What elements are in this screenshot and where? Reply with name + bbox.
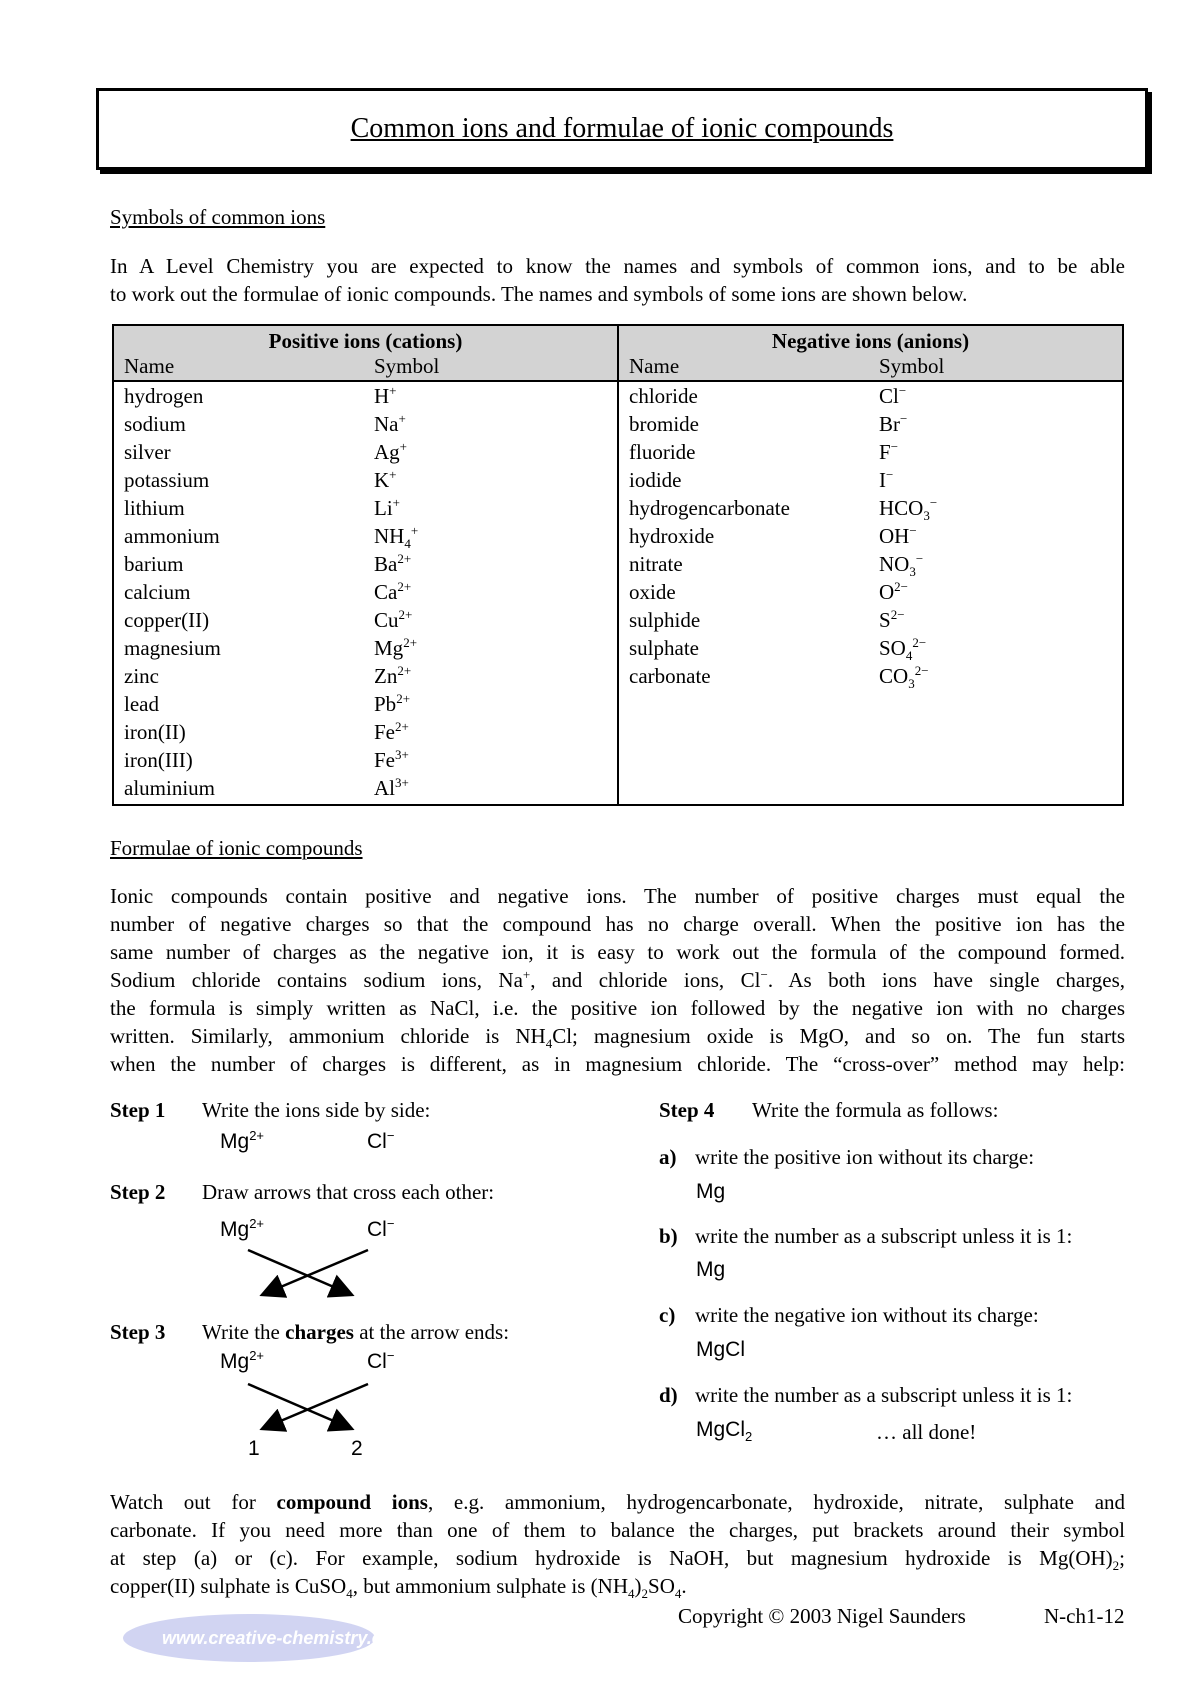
- copyright: Copyright © 2003 Nigel Saunders: [678, 1604, 966, 1628]
- anion-name: oxide: [629, 580, 676, 604]
- symbol-base: O: [879, 580, 895, 604]
- cation-name: lithium: [124, 496, 185, 520]
- anion-symbol: [879, 382, 1122, 410]
- cation-symbol: [374, 522, 617, 550]
- subscript: 4: [545, 1036, 553, 1052]
- charge-sup: 2+: [249, 1348, 265, 1363]
- ion-symbol: Cl: [367, 1218, 387, 1241]
- cations-rows: [114, 382, 617, 804]
- cation-row: [114, 774, 617, 802]
- symbol-base: Cl: [879, 384, 899, 408]
- step-4b-label: b): [659, 1224, 678, 1248]
- step-3-crossed-arrows: [240, 1378, 380, 1434]
- formulae-line-3: same number of charges as the negative ion, it is easy to work out the formula of the compound formed.: [110, 940, 1125, 964]
- symbol-subscript: 3: [908, 676, 915, 692]
- formula: MgCl: [696, 1418, 746, 1441]
- charge-sup: −: [386, 1348, 395, 1363]
- cation-symbol: [374, 634, 617, 662]
- formulae-line-7: when the number of charges is different, as in magnesium chloride. The “cross-over” method may help:: [110, 1052, 1125, 1076]
- cation-name: magnesium: [124, 636, 221, 660]
- step-4c-label: c): [659, 1303, 676, 1327]
- anion-symbol: [879, 494, 1122, 522]
- ions-table: [112, 324, 1124, 806]
- anion-symbol: [879, 606, 1122, 634]
- cation-row: [114, 410, 617, 438]
- formulae-line-6: [110, 1022, 1125, 1050]
- step-2: [110, 1180, 494, 1205]
- step-4c-text: write the negative ion without its charge:: [695, 1303, 1039, 1327]
- step-4d-result: [696, 1418, 753, 1445]
- symbol-base: OH: [879, 524, 910, 548]
- anion-symbol: [879, 466, 1122, 494]
- anion-symbol: [879, 634, 1122, 662]
- symbol-charge: −: [898, 383, 907, 398]
- symbol-base: I: [879, 468, 886, 492]
- cation-row: [114, 494, 617, 522]
- cation-row: [114, 718, 617, 746]
- step-4c-result: MgCl: [696, 1338, 746, 1361]
- anion-row: [619, 634, 1122, 662]
- anion-row: [619, 382, 1122, 410]
- symbol-charge: −: [909, 523, 917, 538]
- cations-caption: Positive ions (cations): [268, 329, 463, 353]
- symbol-charge: +: [392, 495, 401, 510]
- step-4a: [659, 1145, 1034, 1170]
- text-fragment: ): [634, 1574, 642, 1598]
- step-3-mg-ion: [220, 1350, 264, 1374]
- cation-row: [114, 746, 617, 774]
- text-fragment: . As both ions have single charges,: [767, 968, 1125, 992]
- document-code: N-ch1-12: [1044, 1604, 1125, 1628]
- symbol-subscript: 3: [923, 508, 930, 524]
- site-logo: [118, 1606, 427, 1666]
- anion-row: [619, 494, 1122, 522]
- symbol-base: Br: [879, 412, 900, 436]
- symbol-base: NO: [879, 552, 910, 576]
- arrow-cl-to-mg: [264, 1250, 368, 1294]
- title-box: [96, 88, 1148, 170]
- step-4d: [659, 1383, 1072, 1408]
- symbol-base: Na: [374, 412, 399, 436]
- symbol-charge: 2−: [894, 579, 909, 594]
- anion-row: [619, 662, 1122, 690]
- logo-text: www.creative-chemistry.org.uk: [162, 1628, 427, 1648]
- symbol-base: Ag: [374, 440, 400, 464]
- anions-header: [619, 326, 1122, 382]
- logo-swoosh: [118, 1606, 427, 1666]
- step-4d-label: d): [659, 1383, 678, 1407]
- symbol-charge: 2+: [397, 663, 412, 678]
- cation-name: ammonium: [124, 524, 220, 548]
- cation-name: calcium: [124, 580, 191, 604]
- symbol-subscript: 3: [909, 564, 916, 580]
- symbol-charge: 2+: [403, 635, 418, 650]
- symbol-charge: 2+: [397, 551, 412, 566]
- ion-symbol: Cl: [367, 1130, 387, 1153]
- cation-symbol: [374, 662, 617, 690]
- cation-symbol: [374, 382, 617, 410]
- anion-row: [619, 578, 1122, 606]
- anion-symbol: [879, 662, 1122, 690]
- symbol-base: K: [374, 468, 390, 492]
- step-2-crossed-arrows: [240, 1244, 380, 1300]
- anion-name: nitrate: [629, 552, 683, 576]
- cations-panel: [113, 325, 618, 805]
- cation-row: [114, 438, 617, 466]
- cation-symbol: [374, 718, 617, 746]
- step-3-label: Step 3: [110, 1320, 166, 1344]
- symbol-charge: 3+: [395, 775, 409, 790]
- cation-symbol: [374, 438, 617, 466]
- cation-symbol: [374, 550, 617, 578]
- step-2-mg-ion: [220, 1218, 264, 1242]
- symbol-base: F: [879, 440, 891, 464]
- anions-panel: [618, 325, 1123, 805]
- symbol-charge: +: [389, 467, 397, 482]
- subscript: 2: [745, 1429, 753, 1445]
- intro-line-2: to work out the formulae of ionic compounds. The names and symbols of some ions are shown below.: [110, 282, 968, 306]
- anion-symbol: [879, 438, 1122, 466]
- text-fragment: , e.g. ammonium, hydrogencarbonate, hydroxide, nitrate, sulphate and: [427, 1490, 1126, 1514]
- cation-name: hydrogen: [124, 384, 204, 408]
- symbol-charge: 2+: [398, 607, 413, 622]
- anion-name: chloride: [629, 384, 698, 408]
- text-fragment: .: [681, 1574, 687, 1598]
- symbol-charge: 2−: [912, 635, 927, 650]
- text-fragment: at step (a) or (c). For example, sodium hydroxide is NaOH, but magnesium hydroxide is Mg(OH): [110, 1546, 1113, 1570]
- cation-symbol: [374, 466, 617, 494]
- step-4a-label: a): [659, 1145, 677, 1169]
- compound-ions-line-1: [110, 1488, 1125, 1516]
- step-1-mg-ion: [220, 1130, 264, 1154]
- anion-row: [619, 550, 1122, 578]
- anions-rows: [619, 382, 1122, 690]
- symbol-charge: +: [389, 383, 397, 398]
- symbol-base: S: [879, 608, 891, 632]
- anion-row: [619, 410, 1122, 438]
- step-3: [110, 1320, 509, 1345]
- cations-header: [114, 326, 617, 382]
- step-4a-result: Mg: [696, 1180, 726, 1203]
- anion-row: [619, 466, 1122, 494]
- step-2-text: Draw arrows that cross each other:: [202, 1180, 495, 1204]
- intro-line-1: In A Level Chemistry you are expected to know the names and symbols of common ions, and to be able: [110, 254, 1125, 278]
- step-4b-text: write the number as a subscript unless it is 1:: [695, 1224, 1073, 1248]
- compound-ions-line-4: [110, 1572, 1125, 1600]
- symbol-base: Cu: [374, 608, 399, 632]
- symbol-base: Ca: [374, 580, 398, 604]
- cation-row: [114, 578, 617, 606]
- step-4b: [659, 1224, 1072, 1249]
- symbol-charge: +: [410, 523, 419, 538]
- step-4d-text: write the number as a subscript unless it is 1:: [695, 1383, 1073, 1407]
- cation-name: silver: [124, 440, 171, 464]
- anions-col-symbol: Symbol: [879, 354, 945, 378]
- cations-col-symbol: Symbol: [374, 354, 440, 378]
- anion-symbol: [879, 410, 1122, 438]
- symbol-base: Mg: [374, 636, 404, 660]
- cation-name: iron(III): [124, 748, 193, 772]
- all-done-text: … all done!: [876, 1420, 977, 1444]
- step-3-charge-2: 2: [351, 1437, 363, 1460]
- text-fragment: written. Similarly, ammonium chloride is NH: [110, 1024, 546, 1048]
- charge-sup: −: [386, 1128, 395, 1143]
- symbol-base: HCO: [879, 496, 924, 520]
- arrow-mg-to-cl: [248, 1250, 350, 1294]
- symbol-base: NH: [374, 524, 405, 548]
- text-fragment: , but ammonium sulphate is (NH: [352, 1574, 629, 1598]
- anion-name: bromide: [629, 412, 699, 436]
- text-fragment: Sodium chloride contains sodium ions, Na: [110, 968, 523, 992]
- anion-row: [619, 606, 1122, 634]
- cation-row: [114, 550, 617, 578]
- cation-symbol: [374, 746, 617, 774]
- compound-ions-line-2: carbonate. If you need more than one of them to balance the charges, put brackets around their symbol: [110, 1518, 1125, 1542]
- cation-row: [114, 522, 617, 550]
- cation-name: sodium: [124, 412, 186, 436]
- anions-caption: Negative ions (anions): [771, 329, 970, 353]
- ion-symbol: Mg: [220, 1130, 250, 1153]
- step-2-label: Step 2: [110, 1180, 166, 1204]
- charge-sup: −: [386, 1216, 395, 1231]
- symbol-base: Li: [374, 496, 393, 520]
- symbol-charge: 2+: [397, 579, 412, 594]
- cation-row: [114, 466, 617, 494]
- symbol-base: SO: [879, 636, 906, 660]
- text-fragment: Watch out for: [110, 1490, 277, 1514]
- symbol-charge: −: [890, 439, 899, 454]
- anion-name: iodide: [629, 468, 682, 492]
- step-4-text: Write the formula as follows:: [752, 1098, 999, 1122]
- text-fragment: Cl; magnesium oxide is MgO, and so on. The fun starts: [552, 1024, 1125, 1048]
- step-1-cl-ion: [367, 1130, 394, 1154]
- charge-sup: 2+: [249, 1128, 265, 1143]
- symbol-charge: 2+: [396, 691, 411, 706]
- step-1-label: Step 1: [110, 1098, 166, 1122]
- symbol-base: Ba: [374, 552, 398, 576]
- step-4: [659, 1098, 998, 1123]
- text-fragment: at the arrow ends:: [359, 1320, 510, 1344]
- step-1-text: Write the ions side by side:: [202, 1098, 431, 1122]
- charge-sup: +: [522, 967, 531, 982]
- cation-name: lead: [124, 692, 159, 716]
- cation-name: barium: [124, 552, 184, 576]
- symbol-charge: 3+: [395, 747, 409, 762]
- subscript: 4: [674, 1586, 682, 1602]
- section-heading-formulae: Formulae of ionic compounds: [110, 836, 363, 860]
- symbol-charge: +: [399, 439, 408, 454]
- arrow-mg-to-cl: [248, 1384, 350, 1428]
- cation-name: iron(II): [124, 720, 186, 744]
- symbol-charge: −: [900, 411, 908, 426]
- anion-row: [619, 438, 1122, 466]
- symbol-base: Zn: [374, 664, 398, 688]
- step-4-label: Step 4: [659, 1098, 715, 1122]
- cation-name: potassium: [124, 468, 210, 492]
- anion-name: hydrogencarbonate: [629, 496, 790, 520]
- symbol-charge: −: [929, 495, 938, 510]
- step-1: [110, 1098, 430, 1123]
- formulae-line-5: the formula is simply written as NaCl, i.e. the positive ion followed by the negative ion with no charges: [110, 996, 1125, 1020]
- symbol-charge: 2−: [914, 663, 929, 678]
- formulae-line-1: Ionic compounds contain positive and negative ions. The number of positive charges must equal the: [110, 884, 1125, 908]
- section-heading-symbols: Symbols of common ions: [110, 205, 326, 229]
- symbol-charge: −: [886, 467, 894, 482]
- text-fragment: ;: [1119, 1546, 1125, 1570]
- anion-symbol: [879, 550, 1122, 578]
- cation-symbol: [374, 774, 617, 802]
- cation-row: [114, 690, 617, 718]
- cation-row: [114, 662, 617, 690]
- anions-col-name: Name: [629, 354, 680, 378]
- anion-name: carbonate: [629, 664, 711, 688]
- anion-row: [619, 522, 1122, 550]
- text-fragment: SO: [648, 1574, 675, 1598]
- symbol-subscript: 4: [404, 536, 411, 552]
- anion-name: sulphide: [629, 608, 701, 632]
- cation-row: [114, 382, 617, 410]
- step-3-cl-ion: [367, 1350, 394, 1374]
- symbol-base: H: [374, 384, 390, 408]
- step-4b-result: Mg: [696, 1258, 726, 1281]
- anion-name: fluoride: [629, 440, 696, 464]
- formulae-line-4: [110, 966, 1125, 994]
- symbol-base: CO: [879, 664, 909, 688]
- step-2-cl-ion: [367, 1218, 394, 1242]
- symbol-charge: −: [915, 551, 924, 566]
- anion-symbol: [879, 522, 1122, 550]
- arrow-cl-to-mg: [264, 1384, 368, 1428]
- cation-symbol: [374, 578, 617, 606]
- text-fragment: copper(II) sulphate is CuSO: [110, 1574, 347, 1598]
- emphasis: charges: [285, 1320, 354, 1344]
- subscript: 2: [641, 1586, 649, 1602]
- subscript: 4: [346, 1586, 353, 1602]
- cation-name: copper(II): [124, 608, 210, 632]
- cation-symbol: [374, 606, 617, 634]
- ion-symbol: Mg: [220, 1350, 250, 1373]
- symbol-base: Al: [374, 776, 395, 800]
- step-4c: [659, 1303, 1039, 1328]
- symbol-charge: 2−: [890, 607, 905, 622]
- anion-name: hydroxide: [629, 524, 715, 548]
- emphasis: compound ions: [276, 1490, 428, 1514]
- cation-name: zinc: [124, 664, 159, 688]
- subscript: 2: [1112, 1558, 1120, 1574]
- step-3-charge-1: 1: [248, 1437, 260, 1460]
- formulae-line-2: number of negative charges so that the compound has no charge overall. When the positive ion has the: [110, 912, 1125, 936]
- symbol-base: Pb: [374, 692, 397, 716]
- charge-sup: −: [760, 967, 768, 982]
- text-fragment: Write the: [202, 1320, 280, 1344]
- symbol-base: Fe: [374, 748, 395, 772]
- subscript: 4: [628, 1586, 635, 1602]
- cation-row: [114, 634, 617, 662]
- cation-row: [114, 606, 617, 634]
- symbol-charge: 2+: [395, 719, 409, 734]
- ion-symbol: Mg: [220, 1218, 250, 1241]
- symbol-base: Fe: [374, 720, 395, 744]
- cation-symbol: [374, 494, 617, 522]
- symbol-subscript: 4: [905, 648, 913, 664]
- cation-name: aluminium: [124, 776, 215, 800]
- symbol-charge: +: [398, 411, 406, 426]
- text-fragment: , and chloride ions, Cl: [530, 968, 761, 992]
- cation-symbol: [374, 690, 617, 718]
- charge-sup: 2+: [249, 1216, 265, 1231]
- ion-symbol: Cl: [367, 1350, 387, 1373]
- cations-col-name: Name: [124, 354, 175, 378]
- anion-symbol: [879, 578, 1122, 606]
- step-4a-text: write the positive ion without its charge:: [695, 1145, 1035, 1169]
- anion-name: sulphate: [629, 636, 699, 660]
- page-title: Common ions and formulae of ionic compounds: [350, 113, 894, 144]
- cation-symbol: [374, 410, 617, 438]
- compound-ions-line-3: [110, 1544, 1125, 1572]
